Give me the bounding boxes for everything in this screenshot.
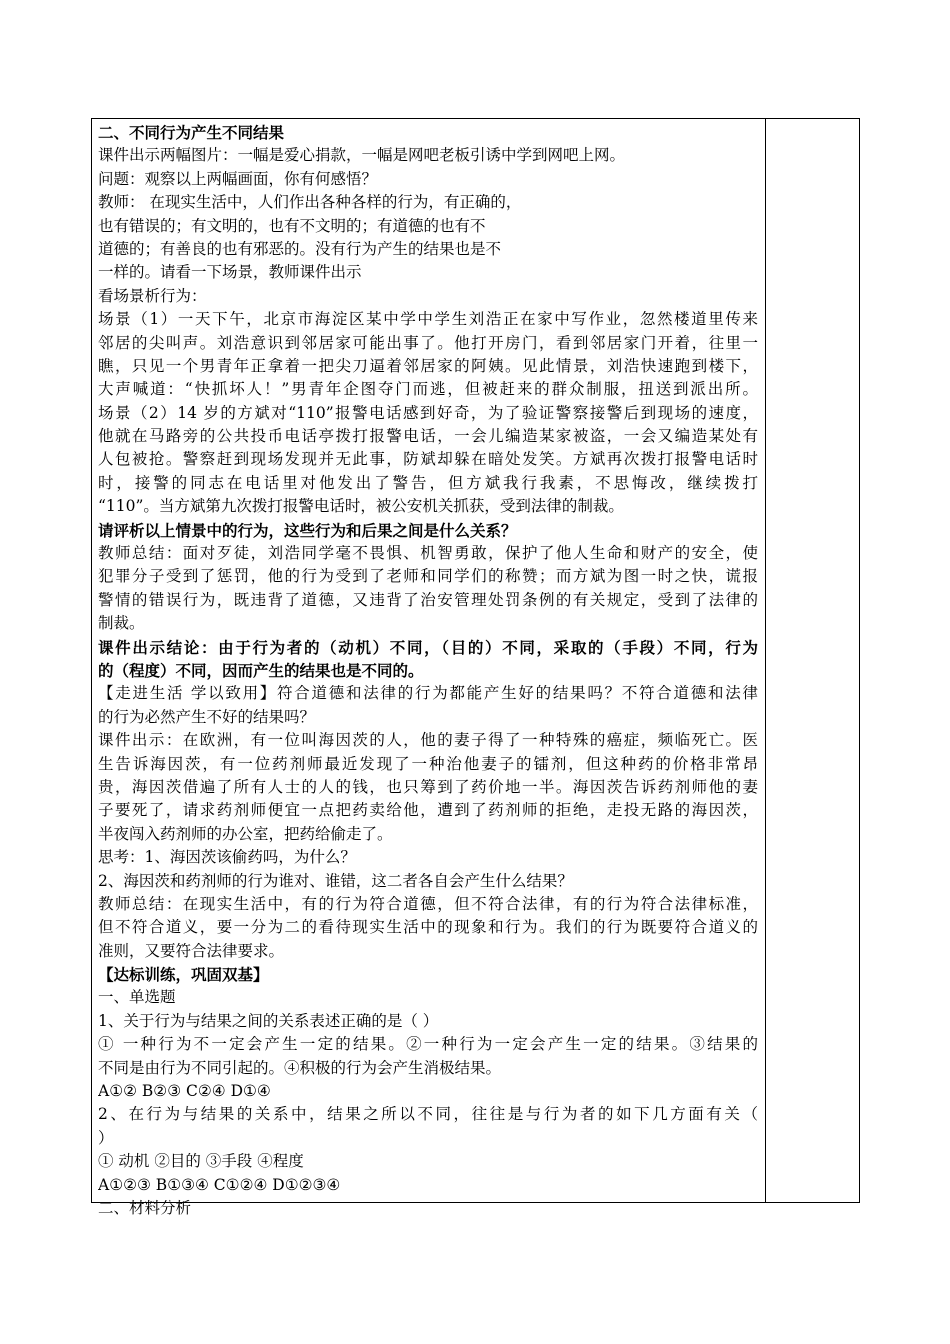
text-line: 制裁。 [98, 614, 145, 633]
text-line: 准则，又要符合法律要求。 [98, 941, 285, 960]
text-line: 思考：1、海因茨该偷药吗，为什么？ [98, 848, 356, 867]
text-line: 问题：观察以上两幅画面，你有何感悟？ [98, 169, 378, 188]
text-line: ① 一种行为不一定会产生一定的结果。②一种行为一定会产生一定的结果。③结果的 [98, 1035, 758, 1054]
text-line: 1、关于行为与结果之间的关系表述正确的是（ ） [98, 1011, 439, 1030]
text-line: 课件出示两幅图片：一幅是爱心捐款，一幅是网吧老板引诱中学到网吧上网。 [98, 146, 626, 165]
text-line: 场景（2）14 岁的方斌对“110”报警电话感到好奇，为了验证警察接警后到现场的速度， [98, 403, 758, 422]
text-line: 不同是由行为不同引起的。④积极的行为会产生消极结果。 [98, 1058, 502, 1077]
text-line: 瞧，只见一个男青年正拿着一把尖刀逼着邻居家的阿姨。见此情景，刘浩快速跑到楼下， [98, 356, 758, 375]
text-line: 场景（1）一天下午，北京市海淀区某中学中学生刘浩正在家中写作业，忽然楼道里传来 [98, 310, 758, 329]
text-line: 【达标训练，巩固双基】 [98, 965, 269, 985]
text-line: 也有错误的；有文明的，也有不文明的；有道德的也有不 [98, 216, 486, 235]
text-line: 教师总结：在现实生活中，有的行为符合道德，但不符合法律，有的行为符合法律标准， [98, 894, 758, 913]
text-line: 邻居的尖叫声。刘浩意识到邻居家可能出事了。他打开房门，看到邻居家门开着，往里一 [98, 333, 758, 352]
text-line: A①②③ B①③④ C①②④ D①②③④ [98, 1175, 341, 1194]
text-line: A①② B②③ C②④ D①④ [98, 1082, 271, 1101]
text-line: 一、单选题 [98, 988, 176, 1007]
text-line: 二、材料分析 [98, 1198, 192, 1217]
text-line: 看场景析行为： [98, 286, 207, 305]
text-line: 犯罪分子受到了惩罚，他的行为受到了老师和同学们的称赞；而方斌为图一时之快，谎报 [98, 567, 758, 586]
text-line: 半夜闯入药剂师的办公室，把药给偷走了。 [98, 824, 393, 843]
text-line: ） [98, 1128, 114, 1147]
text-line: 的（程度）不同，因而产生的结果也是不同的。 [98, 660, 424, 680]
text-line: 课件出示结论：由于行为者的（动机）不同，（目的）不同，采取的（手段）不同，行为 [98, 637, 758, 657]
text-line: 教师： 在现实生活中，人们作出各种各样的行为，有正确的， [98, 193, 522, 212]
text-line: 一样的。请看一下场景，教师课件出示 [98, 263, 362, 282]
text-line: “110”。当方斌第九次拨打报警电话时，被公安机关抓获，受到法律的制裁。 [98, 497, 624, 516]
text-line: 教师总结：面对歹徒，刘浩同学毫不畏惧、机智勇敢，保护了他人生命和财产的安全，使 [98, 544, 758, 563]
text-line: 二、不同行为产生不同结果 [98, 123, 285, 142]
text-line: 警情的错误行为，既违背了道德，又违背了治安管理处罚条例的有关规定，受到了法律的 [98, 590, 758, 609]
text-line: ① 动机 ②目的 ③手段 ④程度 [98, 1152, 304, 1171]
text-line: 【走进生活 学以致用】符合道德和法律的行为都能产生好的结果吗？不符合道德和法律 [98, 684, 758, 703]
text-line: 他就在马路旁的公共投币电话亭拨打报警电话，一会儿编造某家被盗，一会又编造某处有 [98, 427, 758, 446]
text-line: 课件出示：在欧洲，有一位叫海因茨的人，他的妻子得了一种特殊的癌症，频临死亡。医 [98, 731, 758, 750]
text-line: 贵，海因茨借遍了所有人士的人的钱，也只筹到了药价地一半。海因茨告诉药剂师他的妻 [98, 777, 758, 796]
lesson-table [91, 118, 860, 1217]
text-line: 2、在行为与结果的关系中，结果之所以不同，往往是与行为者的如下几方面有关（ [98, 1105, 758, 1124]
text-line: 请评析以上情景中的行为，这些行为和后果之间是什么关系？ [98, 520, 517, 540]
text-line: 大声喊道：“快抓坏人！”男青年企图夺门而逃，但被赶来的群众制服，扭送到派出所。 [98, 380, 758, 399]
lesson-content [98, 121, 758, 1220]
column-divider [765, 119, 766, 1202]
text-line: 道德的；有善良的也有邪恶的。没有行为产生的结果也是不 [98, 239, 502, 258]
text-line: 时，接警的同志在电话里对他发出了警告，但方斌我行我素，不思悔改，继续拨打 [98, 473, 758, 492]
text-line: 的行为必然产生不好的结果吗？ [98, 707, 316, 726]
text-line: 人包被抢。警察赶到现场发现并无此事，防斌却躲在暗处发笑。方斌再次拨打报警电话时 [98, 450, 758, 469]
text-line: 生告诉海因茨，有一位药剂师最近发现了一种治他妻子的镭剂，但这种药的价格非常昂 [98, 754, 758, 773]
text-line: 子要死了，请求药剂师便宜一点把药卖给他，遭到了药剂师的拒绝，走投无路的海因茨， [98, 801, 758, 820]
text-line: 2、海因茨和药剂师的行为谁对、谁错，这二者各自会产生什么结果？ [98, 871, 573, 890]
text-line: 但不符合道义，要一分为二的看待现实生活中的现象和行为。我们的行为既要符合道义的 [98, 918, 758, 937]
